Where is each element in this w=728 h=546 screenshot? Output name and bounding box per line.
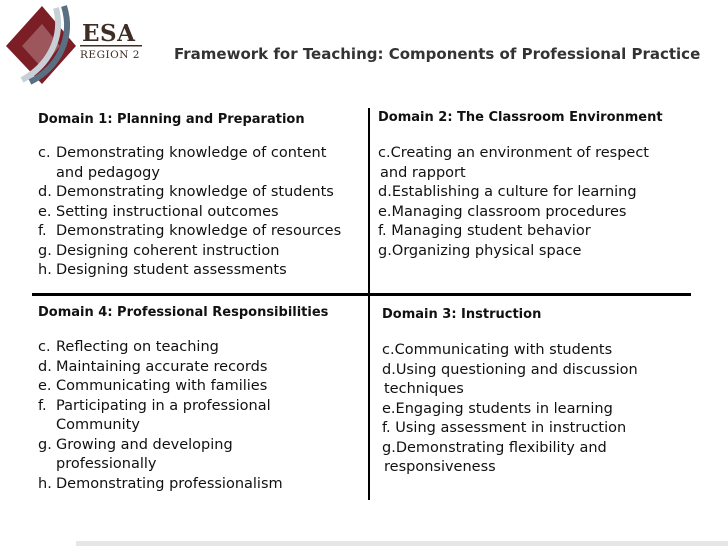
list-item: f. Demonstrating knowledge of resources [38,223,342,239]
domain-2-list [378,144,663,261]
list-item: c.Communicating with students [382,342,613,358]
list-item: and pedagogy [56,164,160,181]
domain-4-panel [38,305,328,494]
list-item: f. Using assessment in instruction [382,420,627,436]
list-item: g.Organizing physical space [378,242,582,259]
domain-4-list [38,338,328,494]
list-item: professionally [56,456,157,472]
list-item: g. Growing and developing [38,436,233,453]
list-item: d. Maintaining accurate records [38,358,268,375]
list-item: Community [56,417,140,433]
domain-3-heading: Domain 3: Instruction [382,307,542,322]
esa-region2-logo [0,0,165,86]
footer-bar [76,541,728,546]
domain-3-panel [382,307,638,478]
list-item: e. Setting instructional outcomes [38,203,279,220]
list-item: c. Reflecting on teaching [38,339,219,355]
list-item: g. Designing coherent instruction [38,242,280,259]
list-item: d.Establishing a culture for learning [378,184,637,200]
list-item: e.Engaging students in learning [382,400,613,417]
vertical-divider [368,108,370,500]
list-item: d.Using questioning and discussion [382,361,638,378]
domain-1-heading: Domain 1: Planning and Preparation [38,112,305,127]
domain-2-heading: Domain 2: The Classroom Environment [378,110,663,125]
list-item: f. Participating in a professional [38,397,271,414]
domain-2-panel [378,110,663,261]
list-item: c.Creating an environment of respect [378,145,649,161]
domain-1-list [38,144,341,281]
slide-title: Framework for Teaching: Components of Professional Practice [174,45,701,63]
domain-1-panel [38,112,341,281]
domain-4-heading: Domain 4: Professional Responsibilities [38,305,329,320]
list-item: f. Managing student behavior [378,223,591,239]
list-item: and rapport [380,164,466,181]
domain-3-list [382,341,638,478]
logo-subtitle: REGION 2 [80,49,140,61]
list-item: techniques [384,381,464,397]
list-item: e. Communicating with families [38,378,268,394]
horizontal-divider [32,293,691,296]
list-item: h. Designing student assessments [38,262,287,278]
list-item: c. Demonstrating knowledge of content [38,145,327,161]
list-item: responsiveness [384,459,496,475]
list-item: d. Demonstrating knowledge of students [38,184,334,200]
list-item: e.Managing classroom procedures [378,203,627,220]
list-item: h. Demonstrating professionalism [38,475,283,492]
logo-name: ESA [82,20,136,47]
list-item: g.Demonstrating flexibility and [382,439,607,456]
